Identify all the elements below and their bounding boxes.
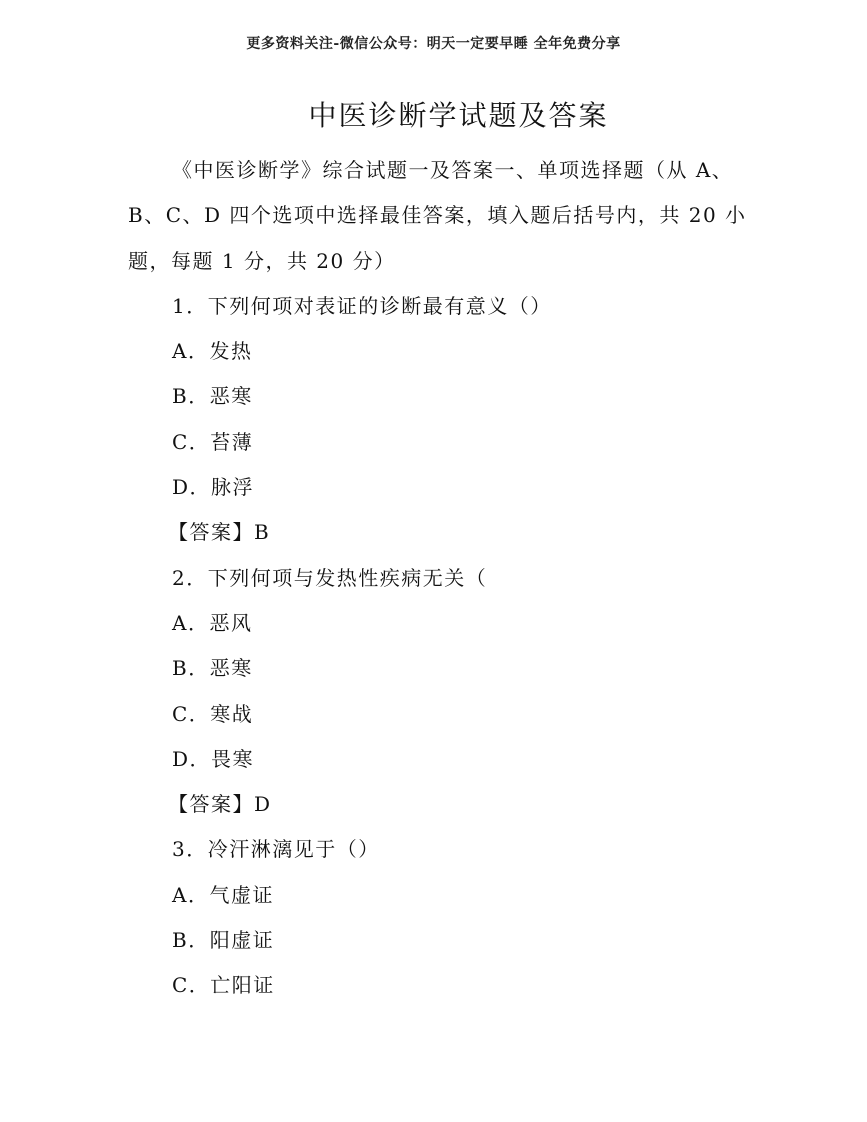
intro-paragraph: 《中医诊断学》综合试题一及答案一、单项选择题（从 A、B、C、D 四个选项中选择最佳答案，填入题后括号内，共 20 小题，每题 1 分，共 20 分）	[128, 158, 747, 273]
question-stem: 1．下列何项对表证的诊断最有意义（）	[172, 293, 552, 318]
question-option: C．苔薄	[172, 429, 254, 454]
question-option: A．恶风	[172, 610, 253, 635]
question-stem: 3．冷汗淋漓见于（）	[172, 837, 380, 862]
document-body	[128, 148, 768, 1009]
question-option: C．亡阳证	[172, 973, 275, 998]
question-option: B．阳虚证	[172, 928, 275, 953]
question-answer: 【答案】B	[168, 520, 271, 545]
page-header-notice: 更多资料关注-微信公众号：明天一定要早睡 全年免费分享	[246, 36, 621, 52]
question-option: D．畏寒	[172, 746, 255, 771]
question-option: D．脉浮	[172, 475, 255, 500]
question-stem: 2．下列何项与发热性疾病无关（	[172, 565, 488, 590]
question-answer: 【答案】D	[168, 792, 272, 817]
question-option: C．寒战	[172, 701, 254, 726]
question-option: A．气虚证	[172, 882, 274, 907]
document-title: 中医诊断学试题及答案	[308, 99, 609, 132]
question-option: A．发热	[172, 339, 253, 364]
question-option: B．恶寒	[172, 656, 253, 681]
question-option: B．恶寒	[172, 384, 253, 409]
